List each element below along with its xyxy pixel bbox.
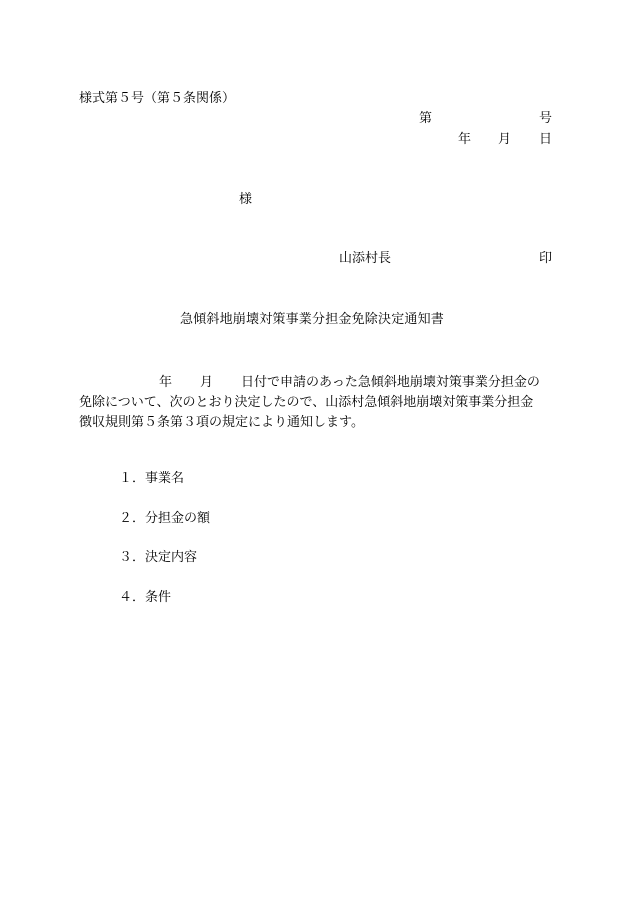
list-item-number: ４． (119, 589, 146, 605)
list-item-label: 分担金の額 (145, 510, 211, 526)
form-number: 様式第５号（第５条関係） (79, 91, 236, 106)
sender-name: 山添村長 (339, 251, 392, 266)
body-line-3: 徴収規則第５条第３項の規定により通知します。 (79, 415, 364, 430)
list-item-number: １． (119, 471, 146, 486)
body-year-label: 年 (159, 375, 173, 390)
list-item-label: 決定内容 (145, 550, 198, 565)
list-item (119, 512, 210, 552)
date-year-label: 年 (458, 132, 472, 147)
body-text (79, 373, 551, 433)
list-item (119, 591, 210, 631)
list-item-label: 事業名 (145, 471, 185, 486)
list-item-number: ２． (119, 510, 146, 526)
list-item (119, 472, 210, 512)
body-line-1-text: 日付で申請のあった急傾斜地崩壊対策事業分担金の (241, 375, 540, 390)
body-line-1 (79, 373, 551, 393)
body-month-label: 月 (200, 375, 214, 390)
list-item (119, 551, 210, 591)
list-item-label: 条件 (145, 589, 172, 605)
list-item-number: ３． (119, 550, 146, 565)
document-number-suffix: 号 (539, 111, 553, 126)
document-title: 急傾斜地崩壊対策事業分担金免除決定通知書 (180, 312, 445, 327)
body-line-2: 免除について、次のとおり決定したので、山添村急傾斜地崩壊対策事業分担金 (79, 395, 534, 410)
document-number-prefix: 第 (419, 111, 433, 126)
addressee-honorific: 様 (239, 192, 253, 207)
item-list (119, 472, 210, 630)
date-month-label: 月 (498, 132, 512, 147)
seal-mark: 印 (539, 251, 553, 266)
date-day-label: 日 (539, 132, 553, 147)
